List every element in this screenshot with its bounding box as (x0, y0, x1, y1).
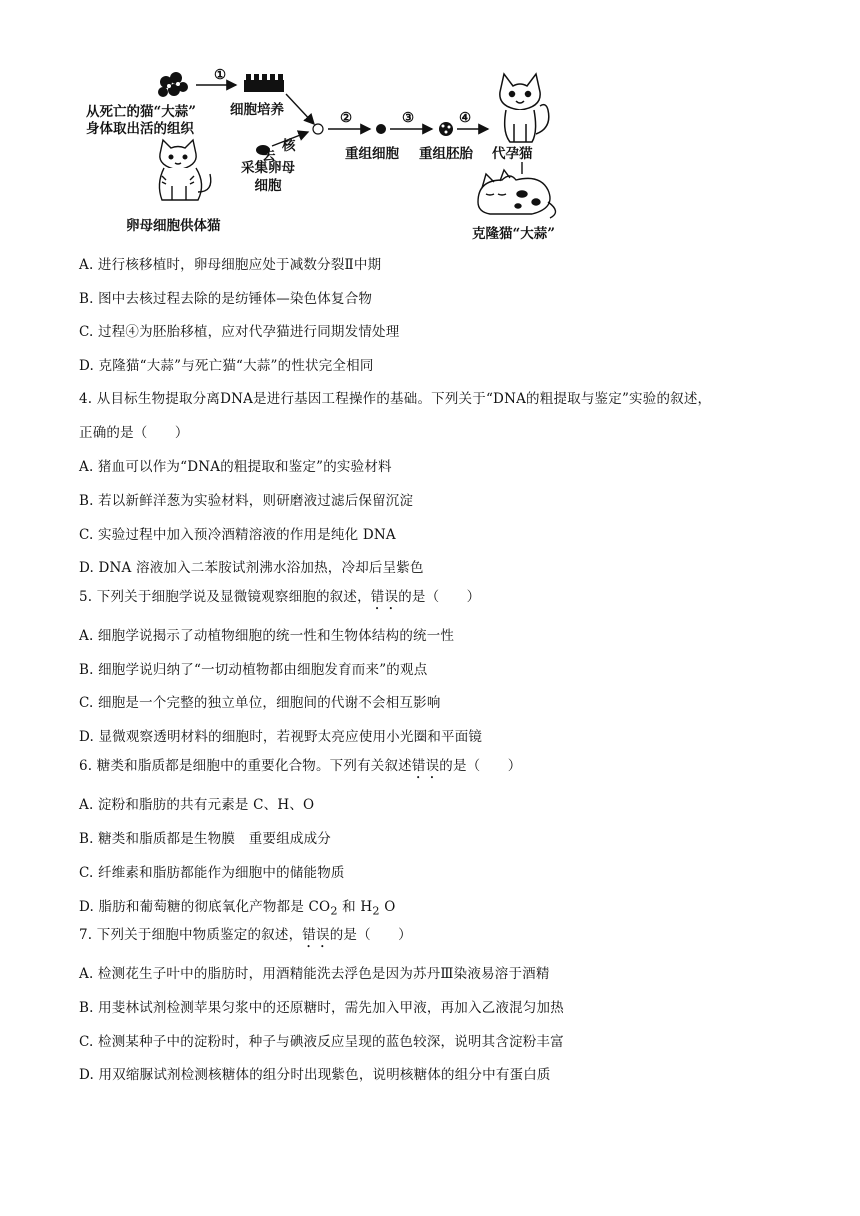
source-tissue-label-line1: 从死亡的猫“大蒜” (86, 104, 197, 120)
recombinant-cell-icon (376, 124, 386, 134)
q5-stem (79, 588, 480, 613)
q7-stem (79, 926, 412, 951)
source-tissue-label-line2: 身体取出活的组织 (86, 121, 194, 137)
cell-culture-label: 细胞培养 (230, 102, 284, 118)
surrogate-cat-label: 代孕猫 (492, 146, 533, 162)
q6-option-d (79, 898, 395, 921)
q6-option-a: A. 淀粉和脂肪的共有元素是 C、H、O (79, 797, 315, 813)
culture-dish-icon (244, 74, 284, 92)
embryo-icon (439, 122, 453, 136)
donor-cat-label: 卵母细胞供体猫 (126, 218, 221, 234)
step2-label: ② (340, 110, 353, 126)
donor-cat-icon (159, 140, 210, 200)
q4-option-a: A. 猪血可以作为“DNA的粗提取和鉴定”的实验材料 (79, 459, 392, 475)
surrogate-cat-icon (500, 74, 549, 142)
q3-option-b: B. 图中去核过程去除的是纺锤体—染色体复合物 (79, 291, 373, 307)
q5-option-a: A. 细胞学说揭示了动植物细胞的统一性和生物体结构的统一性 (79, 628, 455, 644)
q6-option-d-sub2: 2 (372, 904, 380, 918)
cloning-process-diagram (70, 62, 570, 252)
step4-label: ④ (459, 110, 472, 126)
q6-option-b: B. 糖类和脂质都是生物膜 重要组成成分 (79, 831, 332, 847)
q7-option-c: C. 检测某种子中的淀粉时，种子与碘液反应呈现的蓝色较深，说明其含淀粉丰富 (79, 1034, 564, 1050)
q3-option-c: C. 过程④为胚胎移植，应对代孕猫进行同期发情处理 (79, 324, 400, 340)
q7-stem-post: 的是（ ） (329, 927, 412, 943)
q4-stem-line2: 正确的是（ ） (79, 425, 189, 441)
q4-option-b: B. 若以新鲜洋葱为实验材料，则研磨液过滤后保留沉淀 (79, 493, 414, 509)
q5-option-b: B. 细胞学说归纳了“一切动植物都由细胞发育而来”的观点 (79, 662, 428, 678)
enucleate-label-he: 核 (282, 138, 296, 154)
q4-option-d: D. DNA 溶液加入二苯胺试剂沸水浴加热，冷却后呈紫色 (79, 560, 424, 576)
q6-option-d-post: O (379, 899, 396, 915)
recombinant-cell-label: 重组细胞 (345, 146, 399, 162)
tissue-sample-icon (158, 72, 188, 97)
q7-option-d: D. 用双缩脲试剂检测核糖体的组分时出现紫色，说明核糖体的组分中有蛋白质 (79, 1067, 551, 1083)
q7-option-a: A. 检测花生子叶中的脂肪时，用酒精能洗去浮色是因为苏丹Ⅲ染液易溶于酒精 (79, 966, 550, 982)
clone-cat-icon (478, 170, 556, 218)
q6-stem (79, 757, 521, 782)
fused-cell-icon (313, 124, 323, 134)
q5-option-c: C. 细胞是一个完整的独立单位，细胞间的代谢不会相互影响 (79, 695, 441, 711)
step1-label: ① (214, 67, 227, 83)
q6-stem-pre: 6. 糖类和脂质都是细胞中的重要化合物。下列有关叙述 (79, 758, 412, 774)
collect-oocyte-label-line2: 细胞 (254, 178, 282, 194)
q5-stem-emphasis: 错误 (370, 589, 399, 605)
recombinant-embryo-label: 重组胚胎 (419, 146, 473, 162)
q5-stem-pre: 5. 下列关于细胞学说及显微镜观察细胞的叙述， (79, 589, 371, 605)
q6-option-d-mid: 和 H (337, 899, 373, 915)
enucleate-label-qu: 去 (262, 148, 276, 164)
q3-option-a: A. 进行核移植时，卵母细胞应处于减数分裂Ⅱ中期 (79, 257, 382, 273)
q6-option-d-pre: D. 脂肪和葡萄糖的彻底氧化产物都是 CO (79, 899, 331, 915)
clone-cat-label: 克隆猫“大蒜” (472, 226, 556, 242)
q7-option-b: B. 用斐林试剂检测苹果匀浆中的还原糖时，需先加入甲液，再加入乙液混匀加热 (79, 1000, 564, 1016)
q6-option-d-sub1: 2 (330, 904, 338, 918)
q7-stem-pre: 7. 下列关于细胞中物质鉴定的叙述， (79, 927, 303, 943)
q5-option-d: D. 显微观察透明材料的细胞时，若视野太亮应使用小光圈和平面镜 (79, 729, 483, 745)
q7-stem-emphasis: 错误 (302, 927, 330, 943)
q4-stem-line1: 4. 从目标生物提取分离DNA是进行基因工程操作的基础。下列关于“DNA的粗提取与鉴定”实验的叙述， (79, 391, 712, 407)
q5-stem-post: 的是（ ） (398, 589, 481, 605)
arrow-nucleus-transfer (286, 94, 314, 124)
q6-stem-post: 的是（ ） (439, 758, 522, 774)
collect-oocyte-label-line1: 采集卵母 (241, 160, 295, 176)
q3-option-d: D. 克隆猫“大蒜”与死亡猫“大蒜”的性状完全相同 (79, 358, 374, 374)
q6-stem-emphasis: 错误 (411, 758, 440, 774)
step3-label: ③ (402, 110, 415, 126)
q6-option-c: C. 纤维素和脂肪都能作为细胞中的储能物质 (79, 865, 345, 881)
q4-option-c: C. 实验过程中加入预冷酒精溶液的作用是纯化 DNA (79, 527, 396, 543)
